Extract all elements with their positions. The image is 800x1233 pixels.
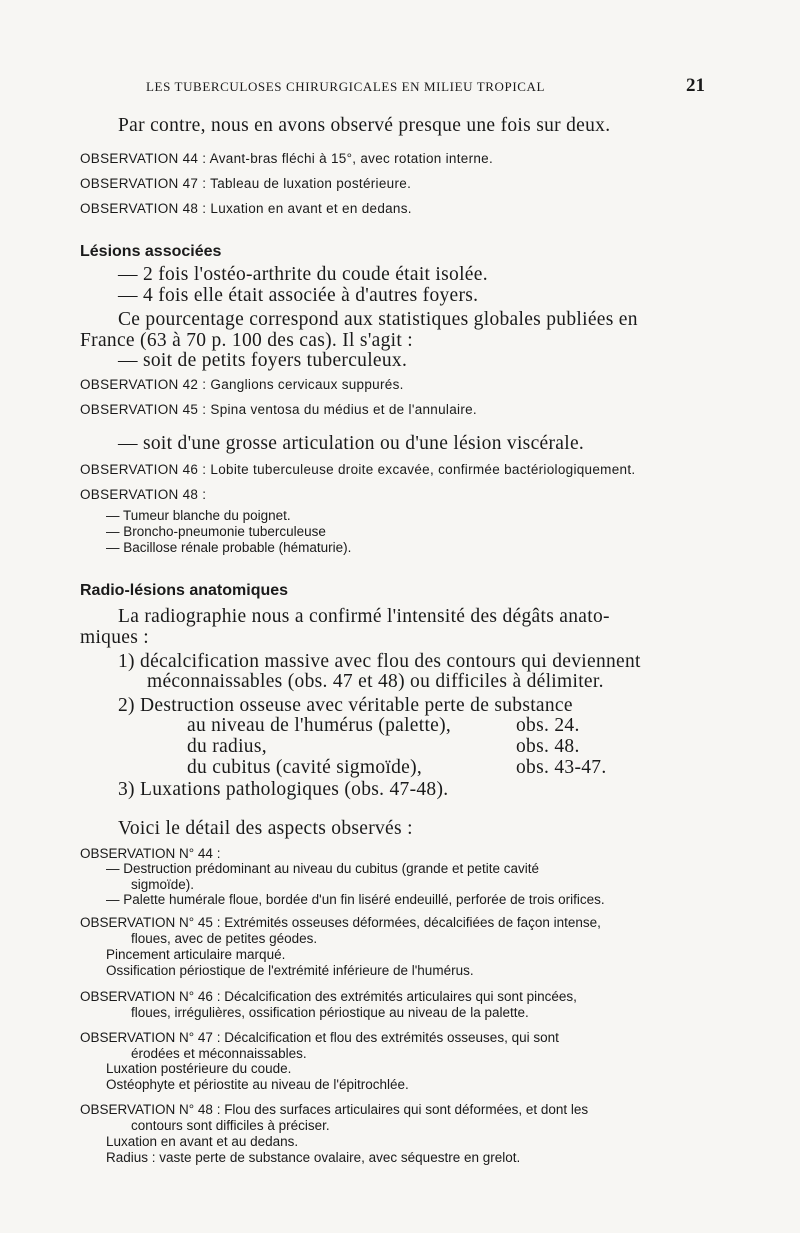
- table-label: au niveau de l'humérus (palette),: [187, 715, 452, 736]
- detail-line: Radius : vaste perte de substance ovalaire, avec séquestre en grelot.: [106, 1150, 521, 1165]
- detail-obs-45: OBSERVATION N° 45 : Extrémités osseuses déformées, décalcifiées de façon intense,: [80, 915, 601, 930]
- detail-obs-47: OBSERVATION N° 47 : Décalcification et flou des extrémités osseuses, qui sont: [80, 1030, 559, 1045]
- detail-line: Luxation en avant et au dedans.: [106, 1134, 299, 1149]
- detail-line: Luxation postérieure du coude.: [106, 1061, 292, 1076]
- text-line: — soit de petits foyers tuberculeux.: [118, 350, 408, 371]
- detail-obs-46: OBSERVATION N° 46 : Décalcification des extrémités articulaires qui sont pincées,: [80, 989, 577, 1004]
- text-line: La radiographie nous a confirmé l'intensité des dégâts anato-: [118, 606, 610, 627]
- text-line: France (63 à 70 p. 100 des cas). Il s'agit :: [80, 330, 413, 351]
- text-line: — 2 fois l'ostéo-arthrite du coude était isolée.: [118, 264, 488, 285]
- obs-line: OBSERVATION 42 : Ganglions cervicaux suppurés.: [80, 377, 404, 392]
- text-line: 1) décalcification massive avec flou des contours qui deviennent: [118, 651, 641, 672]
- table-obs: obs. 48.: [516, 736, 580, 757]
- detail-line: floues, irrégulières, ossification périostique au niveau de la palette.: [131, 1005, 529, 1020]
- detail-line: contours sont difficiles à préciser.: [131, 1118, 330, 1133]
- text-line: Voici le détail des aspects observés :: [118, 818, 413, 839]
- section-heading-lesions: Lésions associées: [80, 243, 222, 260]
- detail-line: sigmoïde).: [131, 877, 195, 892]
- running-title: LES TUBERCULOSES CHIRURGICALES EN MILIEU TROPICAL: [146, 79, 546, 94]
- detail-line: Ossification périostique de l'extrémité inférieure de l'humérus.: [106, 963, 474, 978]
- detail-obs-48: OBSERVATION N° 48 : Flou des surfaces articulaires qui sont déformées, et dont les: [80, 1102, 589, 1117]
- detail-line: — Palette humérale floue, bordée d'un fin liséré endeuillé, perforée de trois orifices.: [106, 892, 605, 907]
- obs-line: OBSERVATION 44 : Avant-bras fléchi à 15°, avec rotation interne.: [80, 151, 494, 166]
- obs-line: OBSERVATION 46 : Lobite tuberculeuse droite excavée, confirmée bactériologiquement.: [80, 462, 636, 477]
- text-line: — 4 fois elle était associée à d'autres foyers.: [118, 285, 479, 306]
- detail-line: floues, avec de petites géodes.: [131, 931, 318, 946]
- text-line: — soit d'une grosse articulation ou d'une lésion viscérale.: [118, 433, 585, 454]
- detail-line: érodées et méconnaissables.: [131, 1046, 307, 1061]
- table-label: du radius,: [187, 736, 267, 757]
- sub-item: — Bacillose rénale probable (hématurie).: [106, 540, 352, 555]
- text-line: 3) Luxations pathologiques (obs. 47-48).: [118, 779, 449, 800]
- text-line: miques :: [80, 627, 150, 648]
- table-obs: obs. 43-47.: [516, 757, 607, 778]
- table-label: du cubitus (cavité sigmoïde),: [187, 757, 423, 778]
- intro-paragraph: Par contre, nous en avons observé presque une fois sur deux.: [118, 115, 611, 136]
- detail-obs-44: OBSERVATION N° 44 :: [80, 846, 221, 861]
- obs-line: OBSERVATION 48 :: [80, 487, 207, 502]
- text-line: méconnaissables (obs. 47 et 48) ou difficiles à délimiter.: [147, 671, 604, 692]
- text-line: Ce pourcentage correspond aux statistiques globales publiées en: [118, 309, 638, 330]
- sub-item: — Tumeur blanche du poignet.: [106, 508, 291, 523]
- obs-line: OBSERVATION 45 : Spina ventosa du médius et de l'annulaire.: [80, 402, 477, 417]
- table-obs: obs. 24.: [516, 715, 580, 736]
- obs-line: OBSERVATION 48 : Luxation en avant et en dedans.: [80, 201, 412, 216]
- text-line: 2) Destruction osseuse avec véritable perte de substance: [118, 695, 573, 716]
- detail-line: Ostéophyte et périostite au niveau de l'épitrochlée.: [106, 1077, 409, 1092]
- section-heading-radio: Radio-lésions anatomiques: [80, 582, 289, 599]
- detail-line: — Destruction prédominant au niveau du cubitus (grande et petite cavité: [106, 861, 540, 876]
- sub-item: — Broncho-pneumonie tuberculeuse: [106, 524, 326, 539]
- page-number: 21: [686, 75, 705, 96]
- detail-line: Pincement articulaire marqué.: [106, 947, 286, 962]
- obs-line: OBSERVATION 47 : Tableau de luxation postérieure.: [80, 176, 412, 191]
